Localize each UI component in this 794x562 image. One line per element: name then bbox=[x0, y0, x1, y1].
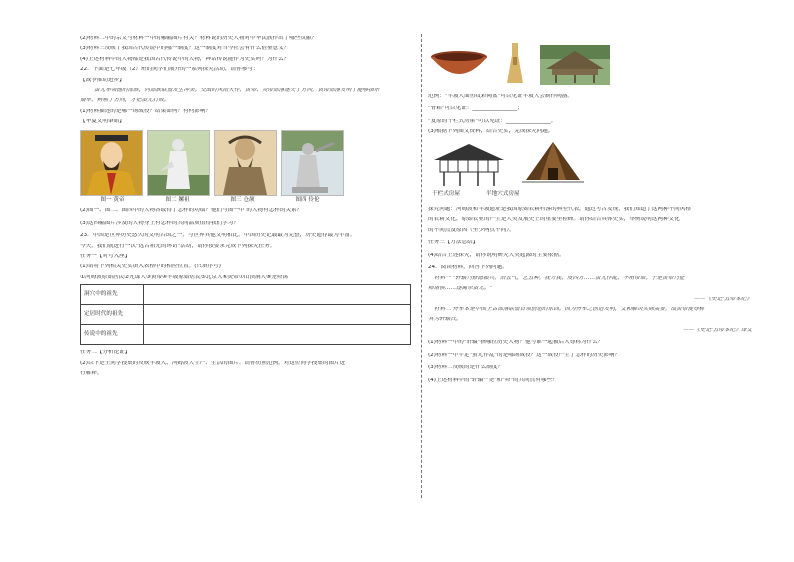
section-heading-battle: 【战争推动进步】 bbox=[80, 77, 125, 83]
battle-quote-line: 南车，辨别了方向，才把蚩尤打败。 bbox=[80, 98, 170, 104]
stilt-house-photo bbox=[540, 45, 610, 85]
question-line: 的不同点及原因（至少两点不同）。 bbox=[428, 227, 515, 233]
house-caption: 干栏式房屋 bbox=[432, 190, 460, 197]
answer-cell[interactable] bbox=[144, 325, 411, 345]
right-column bbox=[428, 36, 764, 384]
cangjie-portrait bbox=[214, 130, 277, 196]
linglun-statue bbox=[281, 130, 344, 196]
battle-quote-line: 蚩尤率领他的部族，同部族联盟发生冲突。交战时风雨大作，黄帝、炎帝部落迷失了方向，黄帝部落发明了能够指示 bbox=[94, 87, 380, 93]
material-one-line: 材料一 "轩辕乃修德振兵，治五气，艺五种，抚万民，度四方……蚩尤作乱，不用帝命。于是黄帝乃征 bbox=[434, 275, 685, 281]
question-line: (1)材料描述的是哪一场战役？结果如何？有何影响？ bbox=[80, 108, 211, 114]
question-line: (4)上述材料中的人物都是我国古代传说中的人物，神话传说能作为史实吗？为什么？ bbox=[80, 56, 290, 62]
question-line: (3)材料三反映了我国古代传说中的哪一制度？这一制度对当今社会有什么借鉴意义？ bbox=[80, 46, 290, 52]
fill-in-line: "骨耜"可以见证：________________； bbox=[428, 106, 523, 112]
material-source: ——《史记·五帝本纪》 bbox=[694, 296, 752, 302]
semi-subterranean-house-drawing bbox=[522, 140, 584, 188]
question-line: (4)结合上述探究，请你说明研究人类起源的主要依据。 bbox=[428, 252, 565, 258]
question-line: (2)材料一中平定"蚩尤作乱"的是哪场战役？这一战役产生了怎样的历史影响？ bbox=[428, 352, 621, 358]
question-line: (1)请将下列相关史实填入表格中的相应位置。(只填序号) bbox=[80, 264, 221, 270]
column-divider bbox=[421, 34, 422, 498]
house-caption: 半地穴式房屋 bbox=[486, 190, 520, 197]
fill-in-line: "复原的干栏式房屋"可以见证：________________。 bbox=[428, 118, 557, 124]
material-two-line: 材料二 舟车本是中国上古部落联盟首领创造的东西。因为舟车之创造发明，文和解决实际需要，故黄帝便尊称 bbox=[434, 306, 705, 312]
leizu-statue bbox=[147, 130, 210, 196]
portrait-caption: 图一 黄帝 bbox=[100, 196, 125, 203]
question-line: (3)材料二反映的是什么制度？ bbox=[428, 365, 504, 371]
portrait-row bbox=[80, 130, 414, 196]
painted-pottery-basin bbox=[430, 51, 488, 81]
portrait-caption: 图四 伶伦 bbox=[295, 196, 320, 203]
material-two-line: 其为轩辕氏。 bbox=[428, 317, 462, 323]
huangdi-portrait bbox=[80, 130, 143, 196]
artifact-images bbox=[428, 39, 764, 89]
section-heading-civilization: 【华夏文明肇始】 bbox=[80, 119, 125, 125]
table-row bbox=[81, 325, 411, 345]
table-row-label: 洞穴中的祖先 bbox=[81, 285, 144, 305]
question-line: (3)这四幅图片涉及的人物身上有怎样的共同品质值得我们学习？ bbox=[80, 220, 239, 226]
house-illustrations bbox=[428, 140, 764, 202]
question-line: 的农耕文化，原始农业的产生是人类发展史上的重要里程碑。请你结合具体史实，举例说明这两种文化 bbox=[428, 217, 680, 223]
question-line: (2)图一、图二、图四中的人物各取得了怎样的功绩？他们与图一中 的人物有怎样的关系？ bbox=[80, 208, 303, 214]
options-line: ①河姆渡原始居民②元谋人③黄帝④半坡原始居民⑤北京人⑥炎帝⑦山顶洞人⑧尧舜禹 bbox=[80, 274, 288, 280]
answer-cell[interactable] bbox=[144, 285, 411, 305]
question-line: (2)以下是王同学搜集的反映半坡人、河姆渡人生产、生活的图片。请你仿照范例，对这位同学搜集的图片进 bbox=[80, 360, 346, 366]
portrait-captions bbox=[80, 198, 414, 204]
stilt-house-drawing bbox=[430, 142, 508, 188]
task-heading: 任务二【分析论证】 bbox=[80, 350, 131, 356]
question-line: 今天，我们就进行一次"远古祖先的环访"活动，请你按要求完成下列探究任务。 bbox=[80, 243, 276, 249]
task-heading: 任务一【对号入座】 bbox=[80, 254, 131, 260]
question-line: 24．阅读材料，回答下列问题。 bbox=[428, 265, 508, 271]
material-one-line: 师诸侯……遂禽杀蚩尤。" bbox=[428, 286, 493, 292]
task-heading: 任务三【方法总结】 bbox=[428, 240, 479, 246]
question-line: (1)材料一中的"轩辕"指哪位历史人物？他与谁一起被后人尊称为什么？ bbox=[428, 340, 604, 346]
question-line: (4)上述材料中的"轩辕""尧"和"舜"的共同点有哪些？ bbox=[428, 378, 558, 384]
table-row bbox=[81, 305, 411, 325]
table-row-label: 传说中的祖先 bbox=[81, 325, 144, 345]
question-line: 22．下面是七年级（2）班的同学们展开的一系列探究活动，请你参与： bbox=[80, 67, 259, 73]
table-row-label: 定居时代的祖先 bbox=[81, 305, 144, 325]
portrait-caption: 图二 嫘祖 bbox=[165, 196, 190, 203]
question-line: (3)根据下列图文资料，结合史实，完成探究问题。 bbox=[428, 129, 554, 135]
left-column bbox=[80, 36, 414, 377]
bone-spade bbox=[506, 43, 524, 87]
ancestor-table bbox=[80, 284, 411, 345]
question-line: 探究问题：河姆渡和半坡遗址是我国原始农耕村落的典型代表，通过考古发现，我们知道了这两种不同风格 bbox=[428, 206, 691, 212]
portrait-caption: 图三 仓颉 bbox=[230, 196, 255, 203]
question-line: 23．中国是世界历史悠久的文明古国之一，与世界其他文明相比，中国历史记载最为完整，历史遗存最为丰富。 bbox=[80, 233, 356, 239]
question-line: (2)材料二中的宗文与材料一中的哪幅图片有关？材料说的历史人物对中华民族作出了哪些贡献？ bbox=[80, 36, 318, 41]
table-row bbox=[81, 285, 411, 305]
example-line: 范例："半坡人面鱼纹彩陶盆"可以见证半坡人会制作陶器。 bbox=[428, 93, 573, 99]
answer-cell[interactable] bbox=[144, 305, 411, 325]
question-line: 行解释。 bbox=[80, 371, 103, 377]
material-source: ——《史记·五帝本纪》译文 bbox=[683, 327, 752, 333]
